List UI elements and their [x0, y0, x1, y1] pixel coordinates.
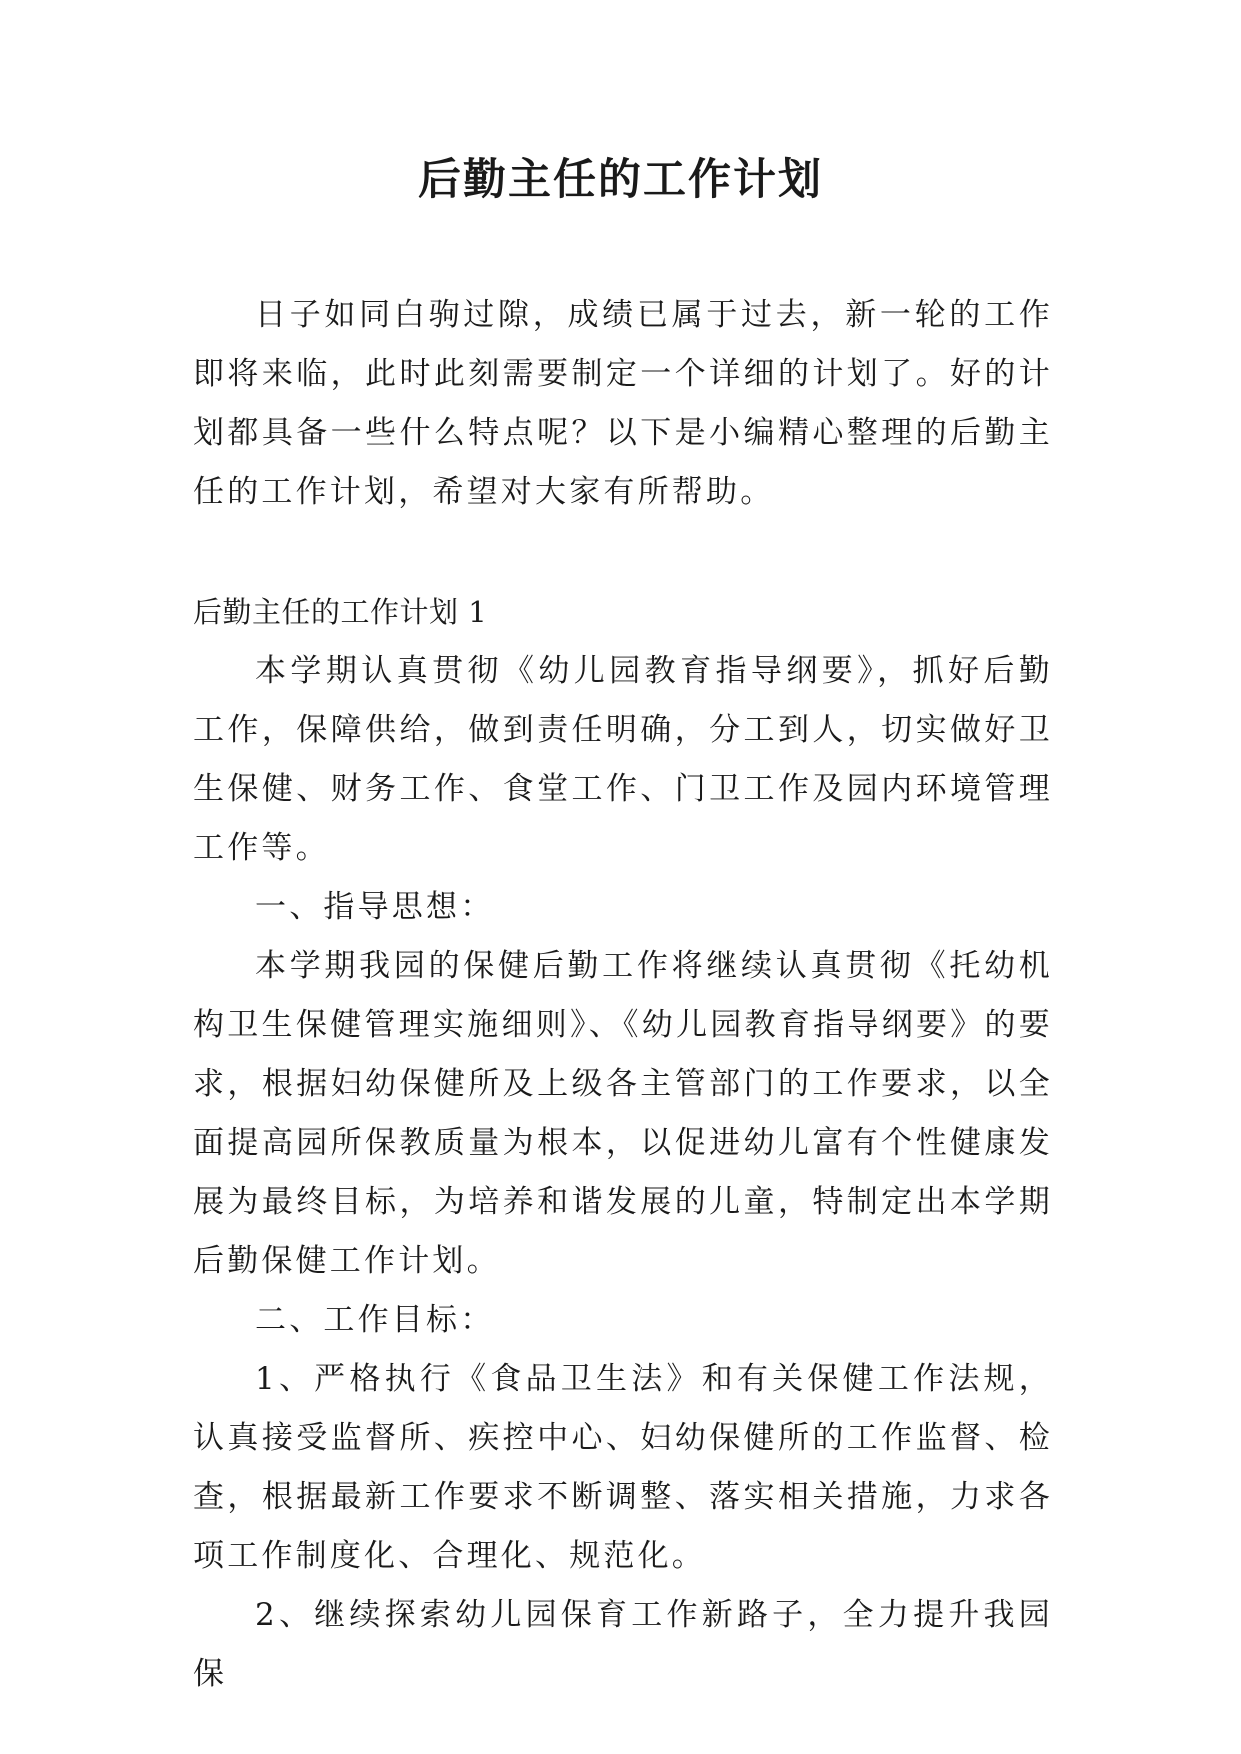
intro-paragraph: 日子如同白驹过隙，成绩已属于过去，新一轮的工作即将来临，此时此刻需要制定一个详细的计划了。好的计划都具备一些什么特点呢？以下是小编精心整理的后勤主任的工作计划，希望对大家有所帮助。	[193, 297, 1053, 510]
subheading-guiding-thought: 一、指导思想：	[255, 889, 495, 925]
document-title: 后勤主任的工作计划	[418, 155, 823, 205]
paragraph-overview: 本学期认真贯彻《幼儿园教育指导纲要》，抓好后勤工作，保障供给，做到责任明确，分工到人，切实做好卫生保健、财务工作、食堂工作、门卫工作及园内环境管理工作等。	[193, 653, 1053, 866]
document-body	[193, 286, 1053, 1704]
section-heading: 后勤主任的工作计划 1	[193, 595, 488, 629]
paragraph-goal-2: 2、继续探索幼儿园保育工作新路子，全力提升我园保	[193, 1597, 1053, 1692]
paragraph-goal-1: 1、严格执行《食品卫生法》和有关保健工作法规，认真接受监督所、疾控中心、妇幼保健所的工作监督、检查，根据最新工作要求不断调整、落实相关措施，力求各项工作制度化、合理化、规范化。	[193, 1361, 1053, 1574]
subheading-work-goals: 二、工作目标：	[255, 1302, 495, 1338]
paragraph-guiding-thought: 本学期我园的保健后勤工作将继续认真贯彻《托幼机构卫生保健管理实施细则》、《幼儿园教育指导纲要》的要求，根据妇幼保健所及上级各主管部门的工作要求，以全面提高园所保教质量为根本，以促进幼儿富有个性健康发展为最终目标，为培养和谐发展的儿童，特制定出本学期后勤保健工作计划。	[193, 948, 1053, 1279]
